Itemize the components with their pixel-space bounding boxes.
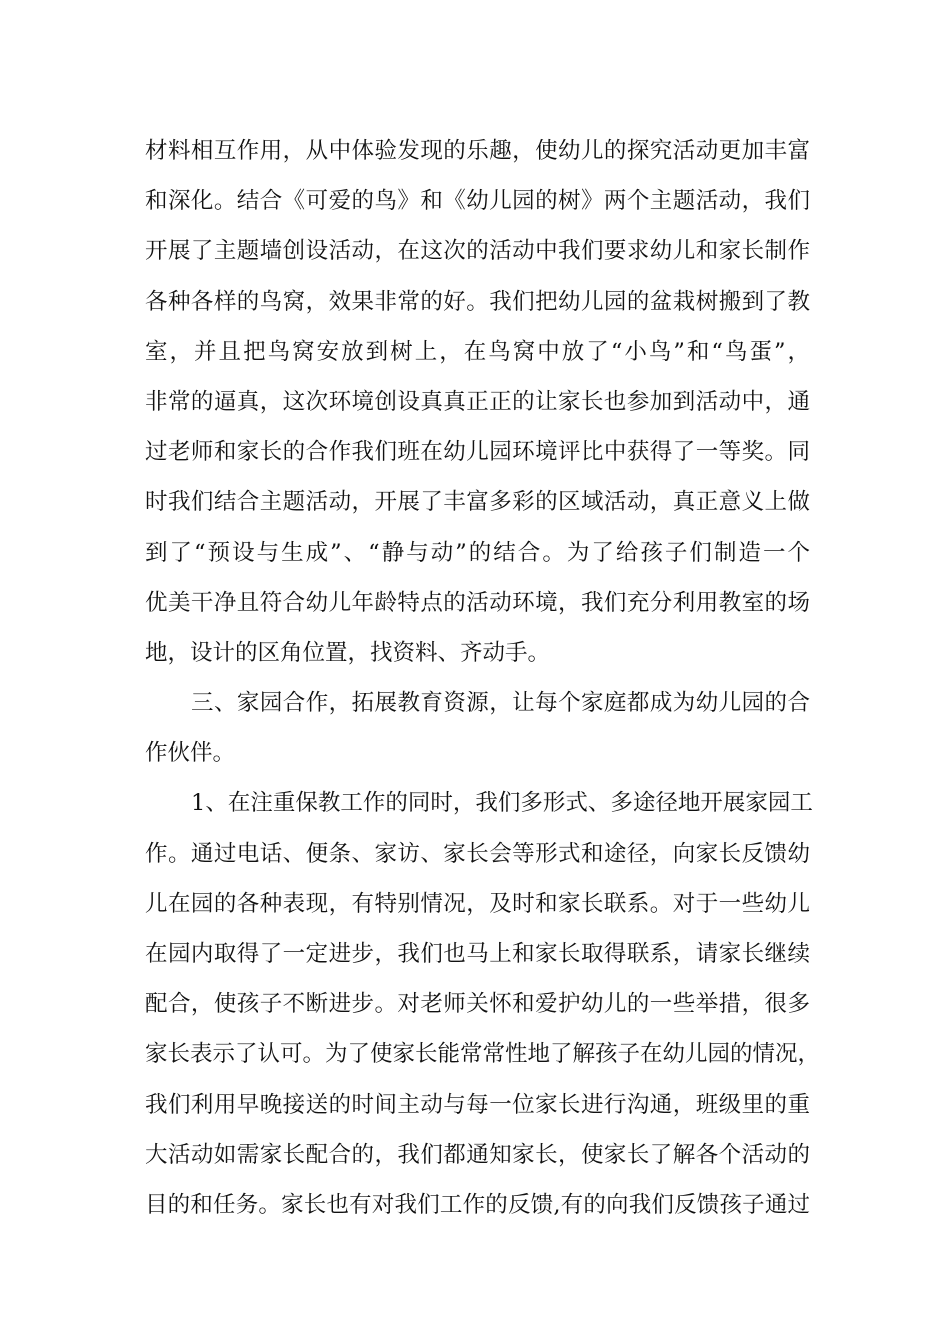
text-line: 配合，使孩子不断进步。对老师关怀和爱护幼儿的一些举措，很多 — [145, 991, 810, 1018]
text-line: 目的和任务。家长也有对我们工作的反馈,有的向我们反馈孩子通过 — [145, 1191, 810, 1218]
text-line: 各种各样的鸟窝，效果非常的好。我们把幼儿园的盆栽树搬到了教 — [145, 288, 810, 315]
text-line: 过老师和家长的合作我们班在幼儿园环境评比中获得了一等奖。同 — [145, 439, 810, 466]
text-line: 1、在注重保教工作的同时，我们多形式、多途径地开展家园工 — [191, 790, 813, 817]
text-line: 家长表示了认可。为了使家长能常常性地了解孩子在幼儿园的情况， — [145, 1041, 821, 1068]
section-heading-continued: 作伙伴。 — [145, 740, 236, 767]
text-line: 地，设计的区角位置，找资料、齐动手。 — [145, 639, 551, 666]
text-line: 和深化。结合《可爱的鸟》和《幼儿园的树》两个主题活动，我们 — [145, 188, 810, 215]
text-line: 室，并且把鸟窝安放到树上，在鸟窝中放了“小鸟”和“鸟蛋”， — [145, 338, 810, 365]
text-line: 我们利用早晚接送的时间主动与每一位家长进行沟通，班级里的重 — [145, 1091, 810, 1118]
body-text — [145, 126, 821, 1230]
text-line: 作。通过电话、便条、家访、家长会等形式和途径，向家长反馈幼 — [145, 840, 810, 867]
text-line: 非常的逼真，这次环境创设真真正正的让家长也参加到活动中，通 — [145, 388, 810, 415]
text-line: 材料相互作用，从中体验发现的乐趣，使幼儿的探究活动更加丰富 — [145, 138, 810, 164]
text-line: 到了“预设与生成”、“静与动”的结合。为了给孩子们制造一个 — [145, 539, 810, 566]
section-heading: 三、家园合作，拓展教育资源，让每个家庭都成为幼儿园的合 — [191, 690, 810, 717]
text-line: 儿在园的各种表现，有特别情况，及时和家长联系。对于一些幼儿 — [145, 890, 810, 917]
text-line: 时我们结合主题活动，开展了丰富多彩的区域活动，真正意义上做 — [145, 489, 810, 516]
text-line: 在园内取得了一定进步，我们也马上和家长取得联系，请家长继续 — [145, 941, 810, 967]
text-line: 大活动如需家长配合的，我们都通知家长，使家长了解各个活动的 — [145, 1141, 810, 1168]
text-line: 开展了主题墙创设活动，在这次的活动中我们要求幼儿和家长制作 — [145, 238, 810, 265]
text-line: 优美干净且符合幼儿年龄特点的活动环境，我们充分利用教室的场 — [145, 589, 810, 616]
